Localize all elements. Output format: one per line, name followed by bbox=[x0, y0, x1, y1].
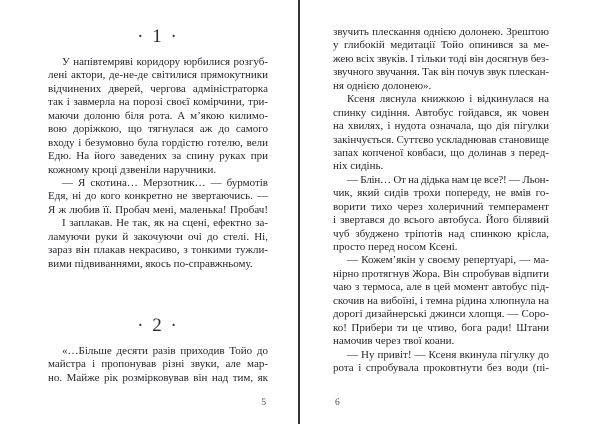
text-line: ня однією долонею». bbox=[333, 79, 432, 92]
text-line: У напівтемряві коридору юрбилися розгуб- bbox=[62, 56, 268, 68]
text-line: просто перед носом Ксені. bbox=[333, 241, 458, 253]
text-line: лені актори, де-не-де світилися прямокутники bbox=[48, 69, 268, 82]
text-line: жею всіх звуків. І тільки тоді він досягнув без- bbox=[333, 52, 549, 65]
text-line: «…Більше десяти разів приходив Тойо до bbox=[62, 345, 268, 357]
text-line: рота і спробувала проковтнути без води (пі- bbox=[333, 361, 549, 374]
chapter-1-heading: · 1 · bbox=[137, 26, 179, 47]
text-line: вою доріжкою, що тягнулася аж до самого bbox=[48, 123, 268, 136]
page-number-right: 6 bbox=[335, 398, 340, 408]
text-line: чаю з термоса, але в цей момент автобус під- bbox=[333, 281, 549, 294]
text-line: но. Майже рік розмірковував він над тим, як bbox=[48, 371, 268, 384]
page-gutter-divider bbox=[298, 0, 300, 424]
text-line: — Ну привіт! — Ксеня вкинула пігулку до bbox=[347, 348, 549, 361]
text-line: вими підвиваннями, якось по-справжньому. bbox=[48, 257, 253, 270]
text-line: намочив через твої коани. bbox=[333, 335, 455, 348]
text-line: ворити тихо через холеричний темперамент bbox=[333, 200, 549, 213]
text-line: чик, який сидів трохи попереду, не вмів го- bbox=[333, 187, 549, 200]
left-page[interactable] bbox=[48, 0, 268, 429]
text-line: Едю. На його заведених за спину руках при bbox=[48, 150, 268, 163]
text-line: дорогі дизайнерські джинси хлопця. — Соро- bbox=[333, 308, 549, 321]
text-line: зараз він плакав некрасиво, з тонкими тужли- bbox=[48, 244, 268, 257]
text-line: звучного звучання. Так він почув звук плескан- bbox=[333, 66, 549, 79]
text-line: Едя, ні до кого конкретно не звертаючись. — bbox=[48, 190, 268, 203]
text-line: нірно протягнув Жора. Він спробував відпити bbox=[333, 267, 549, 280]
chapter-2-heading: · 2 · bbox=[137, 315, 179, 336]
text-line: так і завмерла на порозі своєї комірчини, три- bbox=[48, 96, 268, 109]
text-line: входу і безумовно була гордістю готелю, вели bbox=[48, 136, 268, 149]
right-page[interactable] bbox=[333, 0, 549, 429]
page-number-left: 5 bbox=[261, 398, 266, 408]
text-line: маючи долоню біля рота. А м’якою килимо- bbox=[48, 109, 268, 122]
chapter-2-text bbox=[48, 339, 268, 385]
text-line: на хвилях, і нудота означала, що дія пігулки bbox=[333, 120, 549, 133]
text-line: ко! Прибери ти це чтиво, бога ради! Штани bbox=[333, 321, 549, 334]
text-line: закінчується. Суттєво ускладнював становище bbox=[333, 133, 549, 146]
text-line: запах копченої ковбаси, що долинав з перед- bbox=[333, 146, 549, 159]
right-page-text bbox=[333, 0, 549, 375]
text-line: — Кожем’якін у своєму репертуарі, — ма- bbox=[347, 254, 549, 267]
text-line: — Блін… От на дідька нам це все?! — Льон- bbox=[347, 173, 549, 186]
text-line: Ксеня ляснула книжкою і відкинулася на bbox=[347, 93, 549, 106]
text-line: чуб збуджено тріпотів над спинкою крісла, bbox=[333, 227, 549, 240]
text-line: ламуючи руки й закочуючи очі до стелі. Ні, bbox=[48, 230, 268, 243]
text-line: у глибокій медитації Тойо опинився за ме- bbox=[333, 39, 549, 52]
text-line: — Я скотина… Мерзотник… — бурмотів bbox=[62, 176, 268, 189]
text-line: і звертався до всього автобуса. Його білявий bbox=[333, 214, 549, 227]
text-line: скочив на вибоїні, і темна рідина хлюпнула на bbox=[333, 294, 549, 307]
text-line: відчинених дверей, чергова адміністраторка bbox=[48, 82, 268, 95]
text-line: звучить плескання однією долонею. Зрештою bbox=[333, 26, 549, 38]
text-line: ніх сидінь. bbox=[333, 160, 384, 173]
chapter-1-text bbox=[48, 50, 268, 271]
text-line: спинку сидіння. Автобус гойдався, як човен bbox=[333, 106, 549, 119]
text-line: Я ж любив її. Пробач мені, маленька! Пробач! bbox=[48, 203, 268, 216]
text-line: І заплакав. Не так, як на сцені, ефектно за- bbox=[62, 217, 268, 230]
text-line: майстра і пропонував різні звуки, але мар- bbox=[48, 358, 268, 371]
text-line: кожному кроці дзвеніли наручники. bbox=[48, 163, 217, 176]
